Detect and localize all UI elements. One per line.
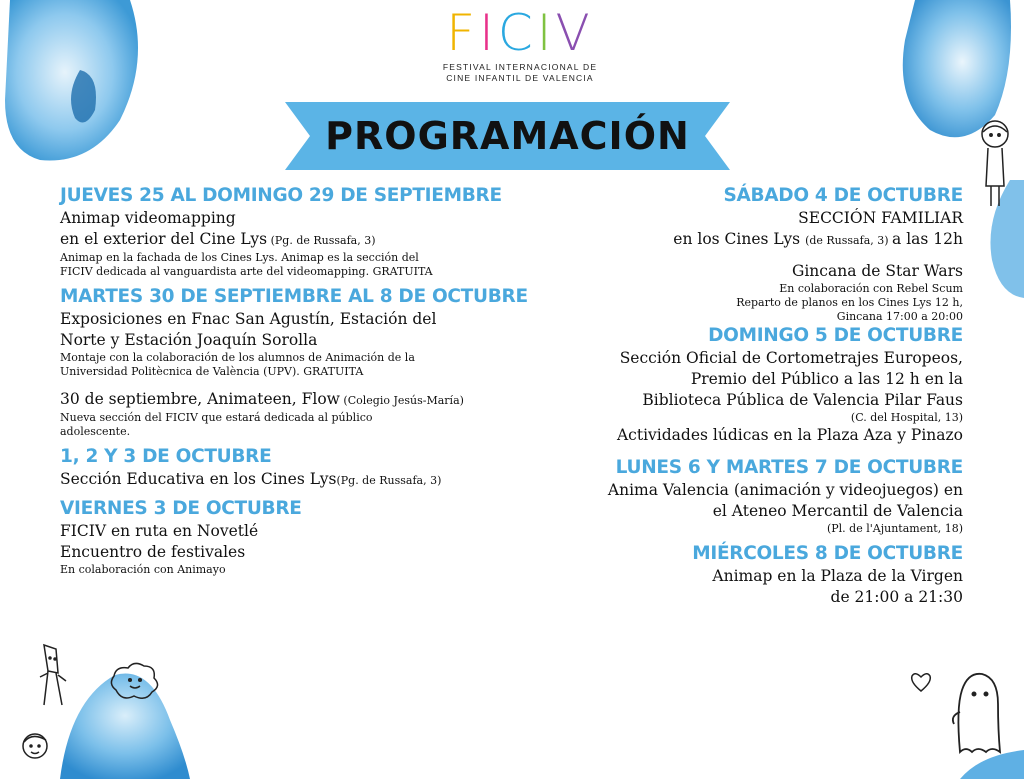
cloud-face-doodle-icon	[106, 660, 162, 706]
section-heading: VIERNES 3 DE OCTUBRE	[60, 498, 302, 519]
venue-address: (Pl. de l'Ajuntament, 18)	[826, 522, 963, 535]
event-note: Animap en la fachada de los Cines Lys. Animap es la sección del	[60, 251, 419, 264]
event-line: Biblioteca Pública de Valencia Pilar Faus	[642, 391, 963, 409]
section-heading: 1, 2 Y 3 DE OCTUBRE	[60, 446, 272, 467]
girl-doodle-icon	[978, 116, 1012, 208]
event-line: de 21:00 a 21:30	[830, 588, 963, 606]
stick-figure-doodle-icon	[36, 643, 70, 723]
section-heading: LUNES 6 Y MARTES 7 DE OCTUBRE	[615, 457, 963, 478]
event-line: SECCIÓN FAMILIAR	[798, 209, 963, 227]
event-line: Sección Oficial de Cortometrajes Europeos,	[619, 349, 963, 367]
event-line: Norte y Estación Joaquín Sorolla	[60, 331, 318, 349]
event-line: en los Cines Lys (de Russafa, 3) a las 12h	[673, 230, 963, 248]
event-line: Sección Educativa en los Cines Lys(Pg. de Russafa, 3)	[60, 470, 442, 488]
event-line: Animap en la Plaza de la Virgen	[712, 567, 963, 585]
section-heading: MARTES 30 DE SEPTIEMBRE AL 8 DE OCTUBRE	[60, 286, 528, 307]
event-note: En colaboración con Animayo	[60, 563, 226, 576]
event-line: Premio del Público a las 12 h en la	[690, 370, 963, 388]
event-note: Nueva sección del FICIV que estará dedicada al público	[60, 411, 373, 424]
section-heading: SÁBADO 4 DE OCTUBRE	[723, 185, 963, 206]
event-note: Reparto de planos en los Cines Lys 12 h,	[736, 296, 963, 309]
venue-address: (Colegio Jesús-María)	[339, 394, 464, 407]
event-line: Encuentro de festivales	[60, 543, 246, 561]
event-line: Gincana de Star Wars	[791, 262, 963, 280]
event-line: el Ateneo Mercantil de Valencia	[712, 502, 963, 520]
schedule-right-column	[520, 184, 963, 608]
logo-letter-i: I	[479, 4, 498, 62]
page-title: PROGRAMACIÓN	[325, 114, 690, 158]
event-line: en el exterior del Cine Lys (Pg. de Russafa, 3)	[60, 230, 376, 248]
event-line: Animap videomapping	[60, 209, 236, 227]
logo-letter-v: V	[555, 4, 594, 62]
logo-subtitle	[440, 62, 600, 84]
venue-address: (Pg. de Russafa, 3)	[267, 234, 376, 247]
event-note: Montaje con la colaboración de los alumnos de Animación de la	[60, 351, 415, 364]
logo-letter-c: C	[497, 4, 537, 62]
ghost-doodle-icon	[948, 668, 1004, 756]
section-heading: JUEVES 25 AL DOMINGO 29 DE SEPTIEMBRE	[60, 185, 502, 206]
section-heading: DOMINGO 5 DE OCTUBRE	[708, 325, 963, 346]
event-line: Anima Valencia (animación y videojuegos) en	[607, 481, 963, 499]
logo-subtitle-line1: FESTIVAL INTERNACIONAL DE	[442, 62, 598, 72]
event-note: Gincana 17:00 a 20:00	[836, 310, 963, 323]
ficiv-logo	[440, 4, 600, 84]
section-heading: MIÉRCOLES 8 DE OCTUBRE	[692, 543, 963, 564]
venue-address: (Pg. de Russafa, 3)	[336, 474, 442, 487]
watercolor-egg-top-left	[0, 0, 140, 170]
event-note: adolescente.	[60, 425, 131, 438]
event-line: FICIV en ruta en Novetlé	[60, 522, 259, 540]
venue-address: (C. del Hospital, 13)	[850, 411, 963, 424]
logo-subtitle-line2: CINE INFANTIL DE VALENCIA	[446, 73, 594, 83]
event-note: En colaboración con Rebel Scum	[779, 282, 963, 295]
event-line: Actividades lúdicas en la Plaza Aza y Pinazo	[616, 426, 963, 444]
schedule-left-column	[60, 184, 528, 577]
event-line: 30 de septiembre, Animateen, Flow (Colegio Jesús-María)	[60, 390, 464, 408]
face-doodle-icon	[18, 728, 52, 768]
logo-letter-f: F	[446, 4, 480, 62]
logo-letter-i-2: I	[536, 4, 556, 62]
logo-wordmark	[440, 4, 600, 62]
venue-address: (de Russafa, 3)	[805, 234, 893, 247]
heart-doodle-icon	[908, 670, 934, 694]
event-note: FICIV dedicada al vanguardista arte del videomapping. GRATUITA	[60, 265, 433, 278]
event-note: Universidad Politècnica de València (UPV). GRATUITA	[60, 365, 364, 378]
event-line: Exposiciones en Fnac San Agustín, Estación del	[60, 310, 437, 328]
